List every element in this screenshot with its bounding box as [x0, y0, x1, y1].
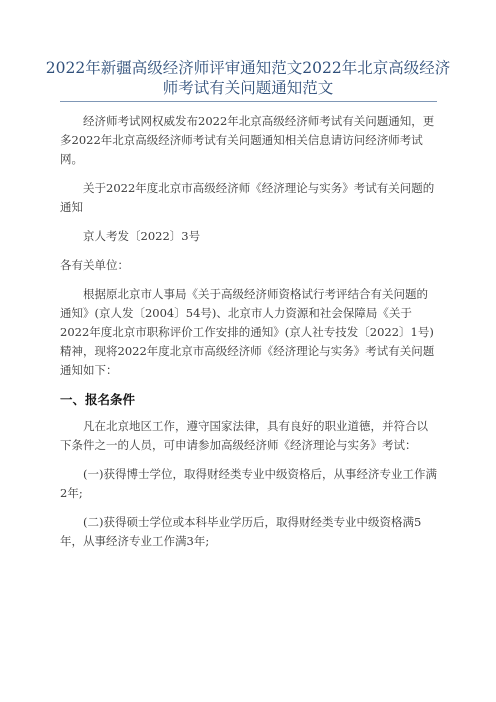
eligibility-paragraph: 凡在北京地区工作，遵守国家法律，具有良好的职业道德，并符合以下条件之一的人员，可申请参加高级经济师《经济理论与实务》考试：	[60, 419, 428, 452]
salutation: 各有关单位：	[60, 258, 129, 272]
title-divider	[60, 101, 437, 102]
intro-paragraph: 经济师考试网权威发布2022年北京高级经济师考试有关问题通知，更多2022年北京高级经济师考试有关问题通知相关信息请访问经济师考试网。	[60, 114, 435, 166]
section-heading: 一、报名条件	[60, 392, 136, 407]
document-body	[60, 112, 437, 561]
basis-paragraph: 根据原北京市人事局《关于高级经济师资格试行考评结合有关问题的通知》(京人发〔2004〕54号)、北京市人力资源和社会保障局《关于2022年度北京市职称评价工作安排的通知》(京人社专技发〔2022〕1号)精神，现将2022年度北京市高级经济师《经济理论与实务》考试有关问题通知如下：	[60, 287, 435, 377]
document-number: 京人考发〔2022〕3号	[83, 229, 201, 243]
condition-item: (一)获得博士学位，取得财经类专业中级资格后，从事经济专业工作满2年;	[60, 467, 437, 500]
notice-title-paragraph: 关于2022年度北京市高级经济师《经济理论与实务》考试有关问题的通知	[60, 181, 435, 214]
document-title: 2022年新疆高级经济师评审通知范文2022年北京高级经济师考试有关问题通知范文	[45, 59, 451, 97]
condition-item: (二)获得硕士学位或本科毕业学历后，取得财经类专业中级资格满5年，从事经济专业工作满3年;	[60, 515, 422, 548]
